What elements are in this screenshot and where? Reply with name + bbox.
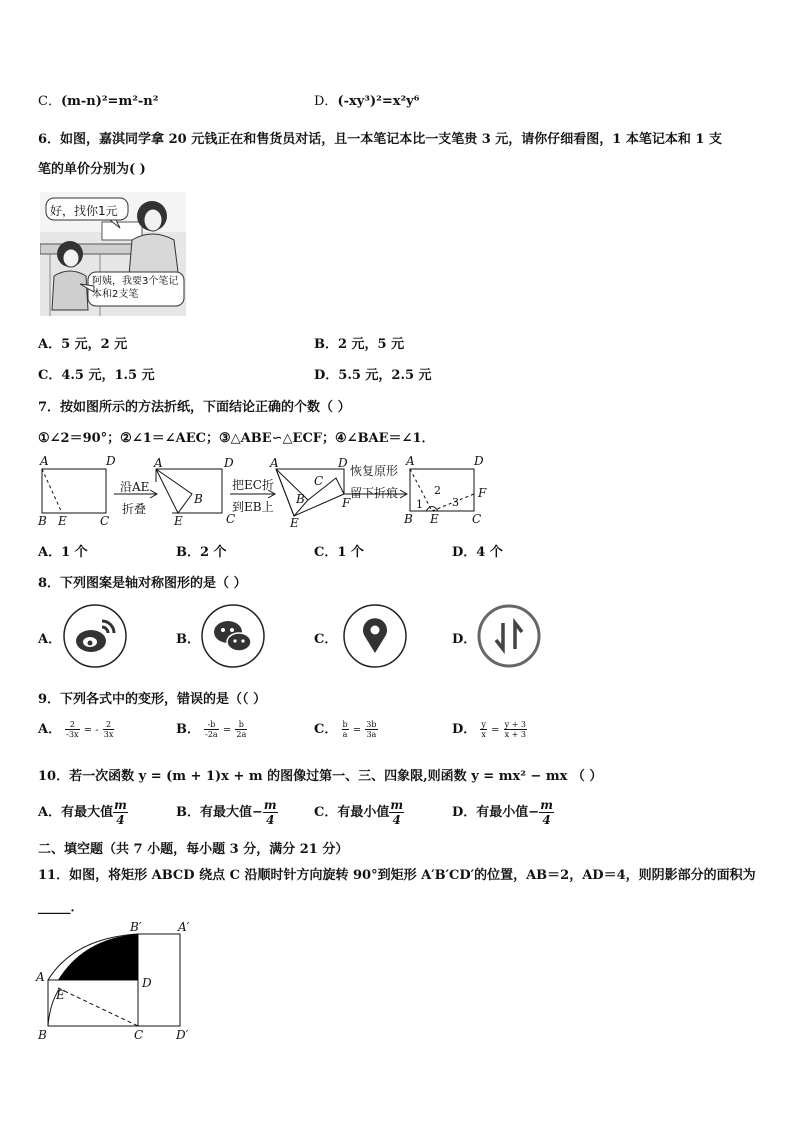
fold-step1-top: 沿AE — [120, 480, 150, 494]
point-label-d-prime: D′ — [176, 1028, 189, 1042]
numerator: y — [481, 720, 486, 729]
option-text: (m-n)²=m²-n² — [60, 94, 159, 109]
numerator: 2 — [103, 720, 115, 730]
wechat-icon — [200, 603, 266, 669]
fraction — [539, 798, 554, 827]
q6-option-a: A．5 元，2 元 — [38, 337, 128, 352]
option-label: B． — [176, 722, 200, 737]
fraction — [342, 720, 349, 739]
fraction — [263, 798, 278, 827]
numerator: m — [540, 798, 553, 812]
point-label: A — [40, 454, 49, 468]
fraction — [389, 798, 404, 827]
fraction — [113, 798, 128, 827]
q10-option-d — [452, 798, 554, 827]
denominator: 4 — [392, 813, 401, 827]
numerator: -b — [204, 720, 219, 730]
point-label: E — [58, 514, 67, 528]
denominator: a — [342, 730, 348, 739]
q9-option-b — [176, 718, 247, 739]
point-label: F — [342, 496, 351, 510]
denominator: x + 3 — [504, 730, 527, 739]
angle-label: 3 — [452, 496, 459, 509]
point-label: B — [194, 492, 203, 506]
q6-stem-line2: 笔的单价分别为( ) — [38, 162, 146, 177]
fold-step3-top: 恢复原形 — [350, 464, 399, 478]
operator: = — [222, 725, 232, 736]
option-label: A． — [38, 722, 62, 737]
denominator: 3a — [366, 730, 377, 739]
fold-step3-bottom: 留下折痕 — [350, 486, 399, 500]
q7-option-a: A．1 个 — [38, 545, 88, 560]
point-label: D — [338, 456, 348, 470]
option-text: (-xy³)²=x²y⁶ — [337, 94, 420, 109]
option-label: D． — [314, 94, 338, 109]
point-label-d: D — [142, 976, 152, 990]
operator: = — [491, 725, 500, 736]
option-label: C．有最小值 — [314, 805, 390, 820]
denominator: x — [481, 730, 486, 739]
point-label: A — [270, 456, 279, 470]
option-label: A．有最大值 — [38, 805, 114, 820]
q5-option-d — [314, 90, 419, 109]
denominator: 4 — [116, 813, 125, 827]
denominator: 4 — [542, 813, 551, 827]
point-label: E — [290, 516, 299, 530]
q6-option-b: B．2 元，5 元 — [314, 337, 405, 352]
fold-step2-bottom: 到EB上 — [232, 500, 274, 514]
q8-option-d: D． — [452, 632, 477, 647]
q7-option-c: C．1 个 — [314, 545, 364, 560]
q11-stem-line1: 11．如图，将矩形 ABCD 绕点 C 沿顺时针方向旋转 90°到矩形 A′B′CD′的位置，AB＝2，AD＝4，则阴影部分的面积为 — [38, 868, 756, 883]
fraction — [204, 720, 219, 739]
fraction — [504, 720, 527, 739]
fold-step1-bottom: 折叠 — [122, 502, 147, 516]
numerator: m — [114, 798, 127, 812]
numerator: 2 — [65, 720, 79, 730]
numerator: m — [390, 798, 404, 812]
q7-conditions: ①∠2＝90°；②∠1＝∠AEC；③△ABE∽△ECF；④∠BAE＝∠1． — [38, 431, 435, 446]
q9-option-a — [38, 718, 114, 739]
up-down-arrows-icon — [476, 603, 542, 669]
q6-option-d: D．5.5 元，2.5 元 — [314, 368, 432, 383]
numerator: b — [235, 720, 247, 730]
q10-stem: 10．若一次函数 y = (m + 1)x + m 的图像过第一、三、四象限,则函数 y = mx² − mx （ ） — [38, 769, 603, 784]
fraction — [65, 720, 79, 739]
q7-stem: 7．按如图所示的方法折纸，下面结论正确的个数（ ） — [38, 400, 351, 415]
fraction — [235, 720, 247, 739]
point-label: C — [100, 514, 110, 528]
option-label: B．有最大值 — [176, 805, 252, 820]
point-label-a: A — [36, 970, 45, 984]
numerator: 3b — [366, 720, 377, 729]
location-pin-icon — [342, 603, 408, 669]
point-label: E — [174, 514, 183, 528]
q10-option-a — [38, 798, 128, 827]
q5-option-c — [38, 90, 158, 109]
q9-option-d — [452, 718, 527, 739]
point-label: C — [472, 512, 482, 526]
point-label-a-prime: A′ — [178, 920, 190, 934]
point-label: B — [404, 512, 413, 526]
q6-option-c: C．4.5 元，1.5 元 — [38, 368, 155, 383]
q7-option-d: D．4 个 — [452, 545, 503, 560]
point-label-b-prime: B′ — [130, 920, 142, 934]
q6-stem-line1: 6．如图，嘉淇同学拿 20 元钱正在和售货员对话，且一本笔记本比一支笔贵 3 元，请你仔细看图，1 本笔记本和 1 支 — [38, 132, 722, 147]
section-heading: 二、填空题（共 7 小题，每小题 3 分，满分 21 分） — [38, 842, 349, 857]
option-label: C． — [314, 722, 338, 737]
point-label: E — [430, 512, 439, 526]
point-label: C — [226, 512, 236, 526]
point-label: B — [296, 492, 305, 506]
speech-bubble-clerk: 好，找你1元 — [50, 204, 118, 218]
operator: = — [352, 725, 362, 736]
point-label: D — [224, 456, 234, 470]
q8-option-a: A． — [38, 632, 62, 647]
operator: = - — [83, 725, 99, 736]
numerator: m — [263, 798, 277, 812]
fold-step2-top: 把EC折 — [232, 478, 274, 492]
denominator: -3x — [66, 730, 79, 739]
angle-label: 2 — [434, 484, 441, 497]
denominator: 2a — [236, 730, 247, 739]
denominator: -2a — [205, 730, 218, 739]
numerator: y + 3 — [504, 720, 527, 729]
fraction — [365, 720, 377, 739]
point-label: D — [106, 454, 116, 468]
sign: − — [528, 805, 540, 820]
weibo-icon — [62, 603, 128, 669]
fraction — [103, 720, 115, 739]
option-label: C． — [38, 94, 61, 109]
q8-option-c: C． — [314, 632, 338, 647]
q10-option-c — [314, 798, 404, 827]
point-label: A — [154, 456, 163, 470]
q7-option-b: B．2 个 — [176, 545, 227, 560]
fraction — [480, 720, 487, 739]
numerator: b — [342, 720, 348, 729]
option-label: D． — [452, 722, 477, 737]
point-label: D — [474, 454, 484, 468]
point-label: C — [314, 474, 324, 488]
q11-stem-line2: _____． — [38, 900, 84, 915]
q6-illustration — [40, 192, 186, 316]
point-label: B — [38, 514, 47, 528]
point-label-c: C — [134, 1028, 144, 1042]
q8-stem: 8．下列图案是轴对称图形的是（ ） — [38, 576, 247, 591]
option-label: D．有最小值 — [452, 805, 529, 820]
point-label: A — [406, 454, 415, 468]
q11-rotation-figure — [34, 918, 204, 1048]
q9-stem: 9．下列各式中的变形，错误的是（（ ） — [38, 692, 267, 707]
point-label: F — [478, 486, 487, 500]
denominator: 4 — [266, 813, 275, 827]
denominator: 3x — [103, 730, 114, 739]
point-label-e: E — [56, 988, 65, 1002]
point-label-b: B — [38, 1028, 47, 1042]
q8-option-b: B． — [176, 632, 200, 647]
speech-bubble-child: 阿姨，我要3个笔记本和2支笔 — [92, 276, 179, 300]
q10-option-b — [176, 798, 278, 827]
angle-label: 1 — [416, 498, 423, 511]
sign: − — [252, 805, 263, 820]
q9-option-c — [314, 718, 378, 739]
q7-folding-diagram — [36, 454, 496, 532]
